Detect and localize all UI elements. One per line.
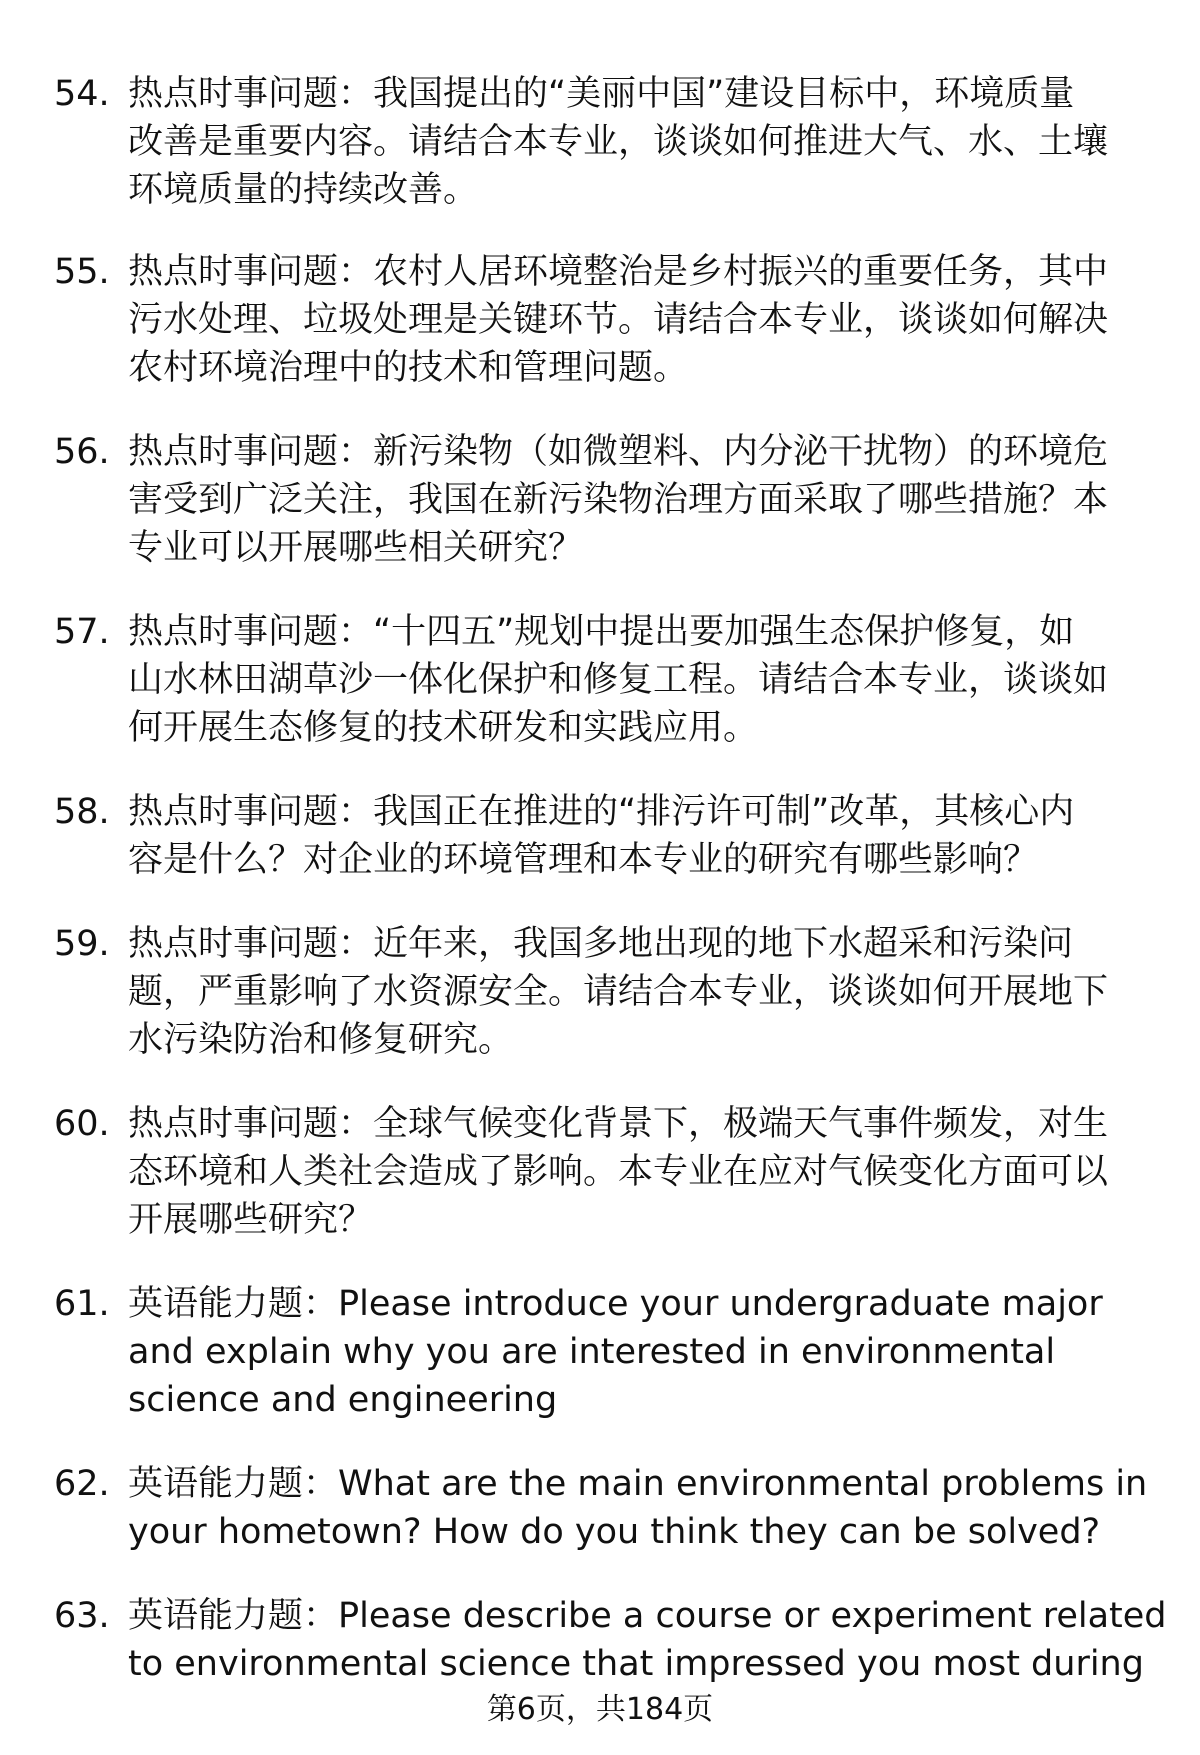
question-line: science and engineering [128,1380,558,1420]
question-line: 山水林田湖草沙一体化保护和修复工程。请结合本专业，谈谈如 [128,660,1109,700]
question-line: 热点时事问题：农村人居环境整治是乡村振兴的重要任务，其中 [128,252,1109,292]
question-line: to environmental science that impressed you most during [128,1644,1144,1684]
question-line: 环境质量的持续改善。 [128,170,479,210]
question-number: 54. [54,74,110,114]
question-line: 专业可以开展哪些相关研究？ [128,528,584,568]
question-line: 英语能力题：Please introduce your undergraduate major [128,1284,1103,1324]
question-line: 水污染防治和修复研究。 [128,1020,514,1060]
question-line: 英语能力题：What are the main environmental problems in [128,1464,1148,1504]
question-line: 热点时事问题：新污染物（如微塑料、内分泌干扰物）的环境危 [128,432,1109,472]
question-number: 59. [54,924,110,964]
question-line: 何开展生态修复的技术研发和实践应用。 [128,708,759,748]
question-number: 63. [54,1596,110,1636]
question-line: 英语能力题：Please describe a course or experiment related [128,1596,1167,1636]
question-number: 62. [54,1464,110,1504]
question-line: 农村环境治理中的技术和管理问题。 [128,348,689,388]
question-number: 61. [54,1284,110,1324]
question-line: 热点时事问题：全球气候变化背景下，极端天气事件频发，对生 [128,1104,1109,1144]
question-line: 热点时事问题：我国正在推进的“排污许可制”改革，其核心内 [128,792,1075,832]
question-number: 57. [54,612,110,652]
question-number: 60. [54,1104,110,1144]
question-text [128,1460,1168,1556]
question-text [128,248,1168,392]
question-line: 热点时事问题：“十四五”规划中提出要加强生态保护修复，如 [128,612,1075,652]
question-line: 热点时事问题：我国提出的“美丽中国”建设目标中，环境质量 [128,74,1075,114]
question-line: 害受到广泛关注，我国在新污染物治理方面采取了哪些措施？本 [128,480,1109,520]
question-number: 56. [54,432,110,472]
question-text [128,608,1168,752]
question-text [128,1280,1168,1424]
question-line: 题，严重影响了水资源安全。请结合本专业，谈谈如何开展地下 [128,972,1109,1012]
question-text [128,1592,1168,1688]
question-line: 热点时事问题：近年来，我国多地出现的地下水超采和污染问 [128,924,1074,964]
question-line: 改善是重要内容。请结合本专业，谈谈如何推进大气、水、土壤 [128,122,1109,162]
question-line: 污水处理、垃圾处理是关键环节。请结合本专业，谈谈如何解决 [128,300,1109,340]
question-text [128,428,1168,572]
question-text [128,1100,1168,1244]
question-line: 容是什么？对企业的环境管理和本专业的研究有哪些影响？ [128,840,1039,880]
question-line: and explain why you are interested in environmental [128,1332,1056,1372]
question-text [128,788,1168,884]
question-line: your hometown? How do you think they can be solved? [128,1512,1101,1552]
page-footer: 第6页，共184页 [486,1692,714,1727]
question-number: 58. [54,792,110,832]
question-text [128,920,1168,1064]
question-text [128,70,1168,214]
question-line: 态环境和人类社会造成了影响。本专业在应对气候变化方面可以 [128,1152,1109,1192]
question-line: 开展哪些研究？ [128,1200,374,1240]
question-number: 55. [54,252,110,292]
